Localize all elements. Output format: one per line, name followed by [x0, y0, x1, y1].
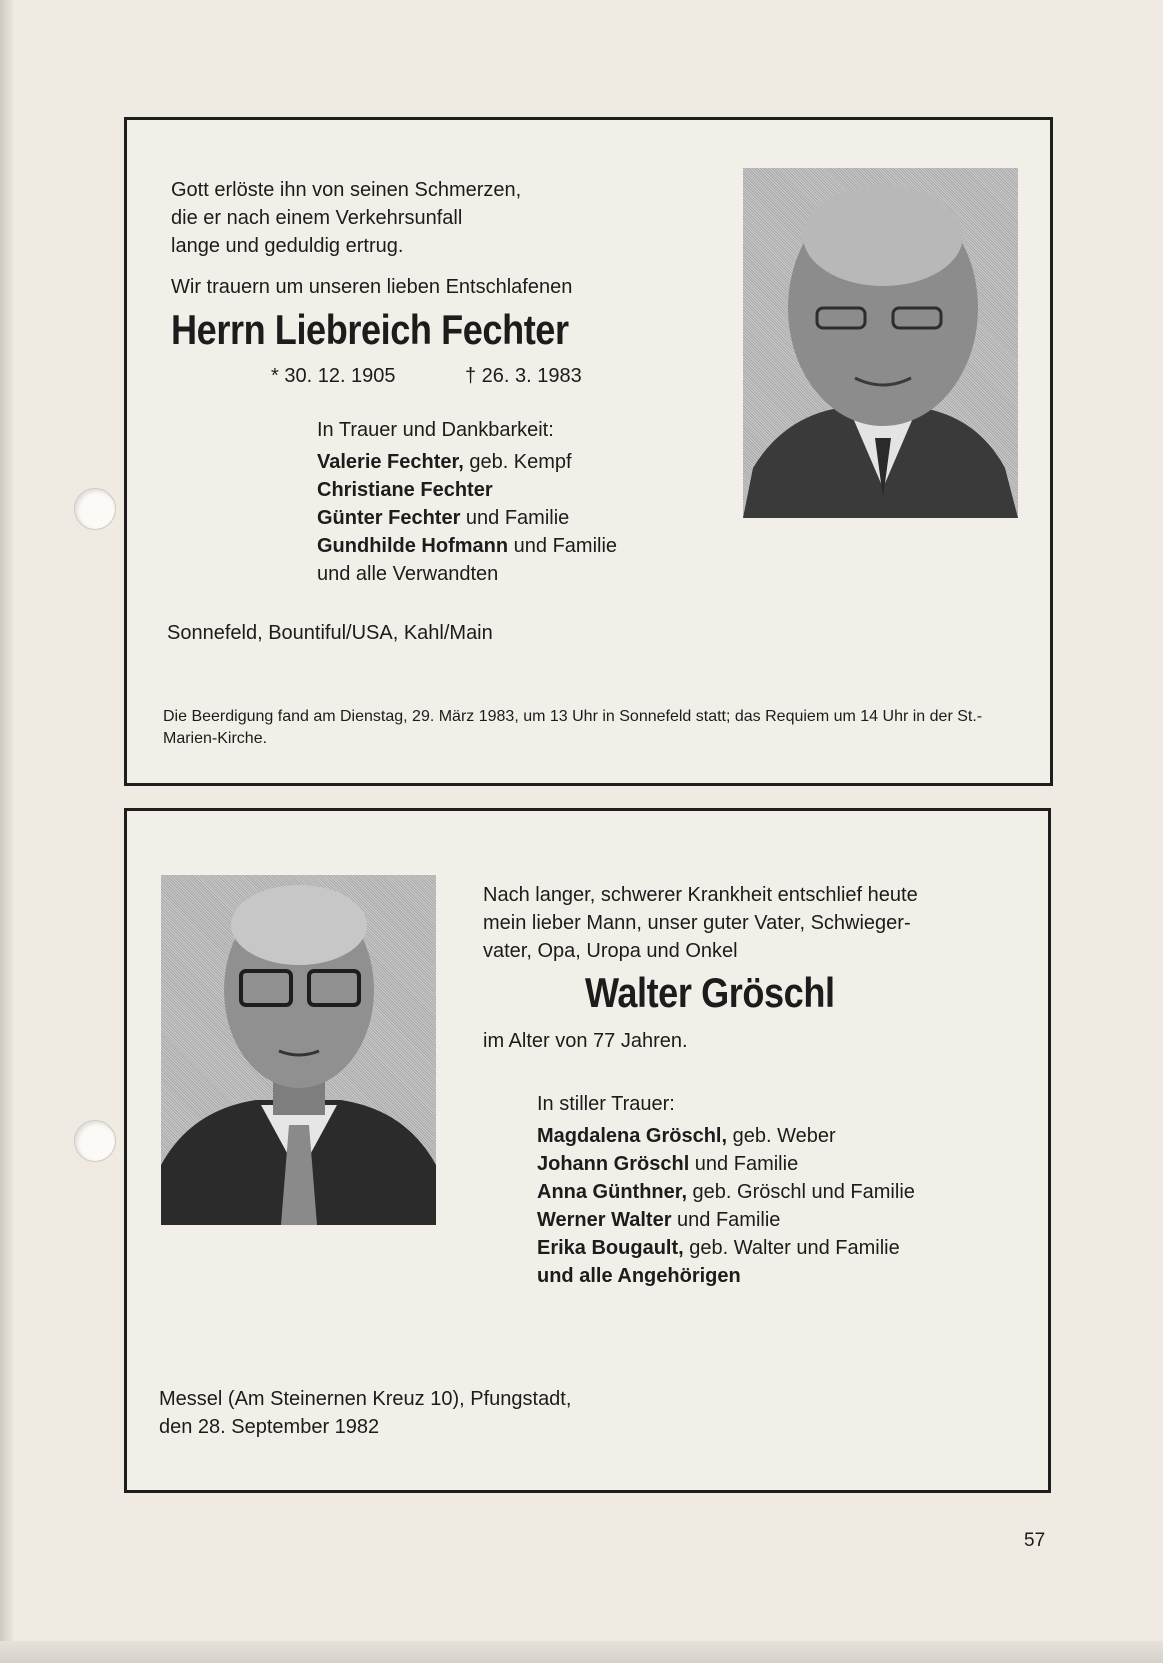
funeral-note: Die Beerdigung fand am Dienstag, 29. März 1983, um 13 Uhr in Sonnefeld statt; das Requiem um 14 Uhr in der St.-Marien-Kirche.	[163, 708, 983, 747]
grief-heading: In Trauer und Dankbarkeit:	[317, 419, 554, 441]
family-member: Magdalena Gröschl, geb. Weber	[537, 1125, 836, 1147]
places: Sonnefeld, Bountiful/USA, Kahl/Main	[167, 622, 493, 644]
family-member: und alle Verwandten	[317, 563, 499, 585]
page-number: 57	[1024, 1530, 1046, 1551]
family-member: Valerie Fechter, geb. Kempf	[317, 451, 572, 473]
intro-line: die er nach einem Verkehrsunfall	[171, 207, 463, 229]
portrait-photo-art	[161, 875, 436, 1225]
family-member: Gundhilde Hofmann und Familie	[317, 535, 618, 557]
death-date: † 26. 3. 1983	[465, 365, 582, 387]
portrait-photo	[161, 875, 436, 1225]
mourning-line: Wir trauern um unseren lieben Entschlafenen	[171, 276, 573, 298]
family-list	[317, 448, 617, 588]
place-line: Messel (Am Steinernen Kreuz 10), Pfungstadt,	[159, 1388, 572, 1410]
deceased-name: Walter Gröschl	[585, 969, 835, 1016]
grief-heading: In stiller Trauer:	[537, 1093, 675, 1115]
scan-bottom-edge	[0, 1641, 1163, 1663]
family-member: Johann Gröschl und Familie	[537, 1153, 799, 1175]
intro-text	[483, 881, 918, 965]
family-member: Christiane Fechter	[317, 479, 493, 501]
intro-line: Nach langer, schwerer Krankheit entschlief heute	[483, 884, 918, 906]
page-spine-shadow	[0, 0, 14, 1663]
family-member: Anna Günthner, geb. Gröschl und Familie	[537, 1181, 915, 1203]
obituary-notice-fechter	[124, 117, 1053, 786]
intro-line: vater, Opa, Uropa und Onkel	[483, 940, 738, 962]
intro-line: lange und geduldig ertrug.	[171, 235, 404, 257]
binder-hole-bottom	[74, 1120, 116, 1162]
place-and-date	[159, 1385, 571, 1441]
family-member: Werner Walter und Familie	[537, 1209, 781, 1231]
portrait-photo-art	[743, 168, 1018, 518]
age-line: im Alter von 77 Jahren.	[483, 1030, 688, 1052]
date-line: den 28. September 1982	[159, 1416, 380, 1438]
deceased-name: Herrn Liebreich Fechter	[171, 306, 569, 353]
family-member: Günter Fechter und Familie	[317, 507, 570, 529]
intro-verse	[171, 176, 521, 260]
family-member: Erika Bougault, geb. Walter und Familie	[537, 1237, 900, 1259]
obituary-notice-groeschl	[124, 808, 1051, 1493]
portrait-photo	[743, 168, 1018, 518]
intro-line: mein lieber Mann, unser guter Vater, Schwieger-	[483, 912, 911, 934]
birth-date: * 30. 12. 1905	[271, 365, 396, 387]
binder-hole-top	[74, 488, 116, 530]
family-member: und alle Angehörigen	[537, 1265, 741, 1287]
family-list	[537, 1122, 915, 1290]
intro-line: Gott erlöste ihn von seinen Schmerzen,	[171, 179, 522, 201]
